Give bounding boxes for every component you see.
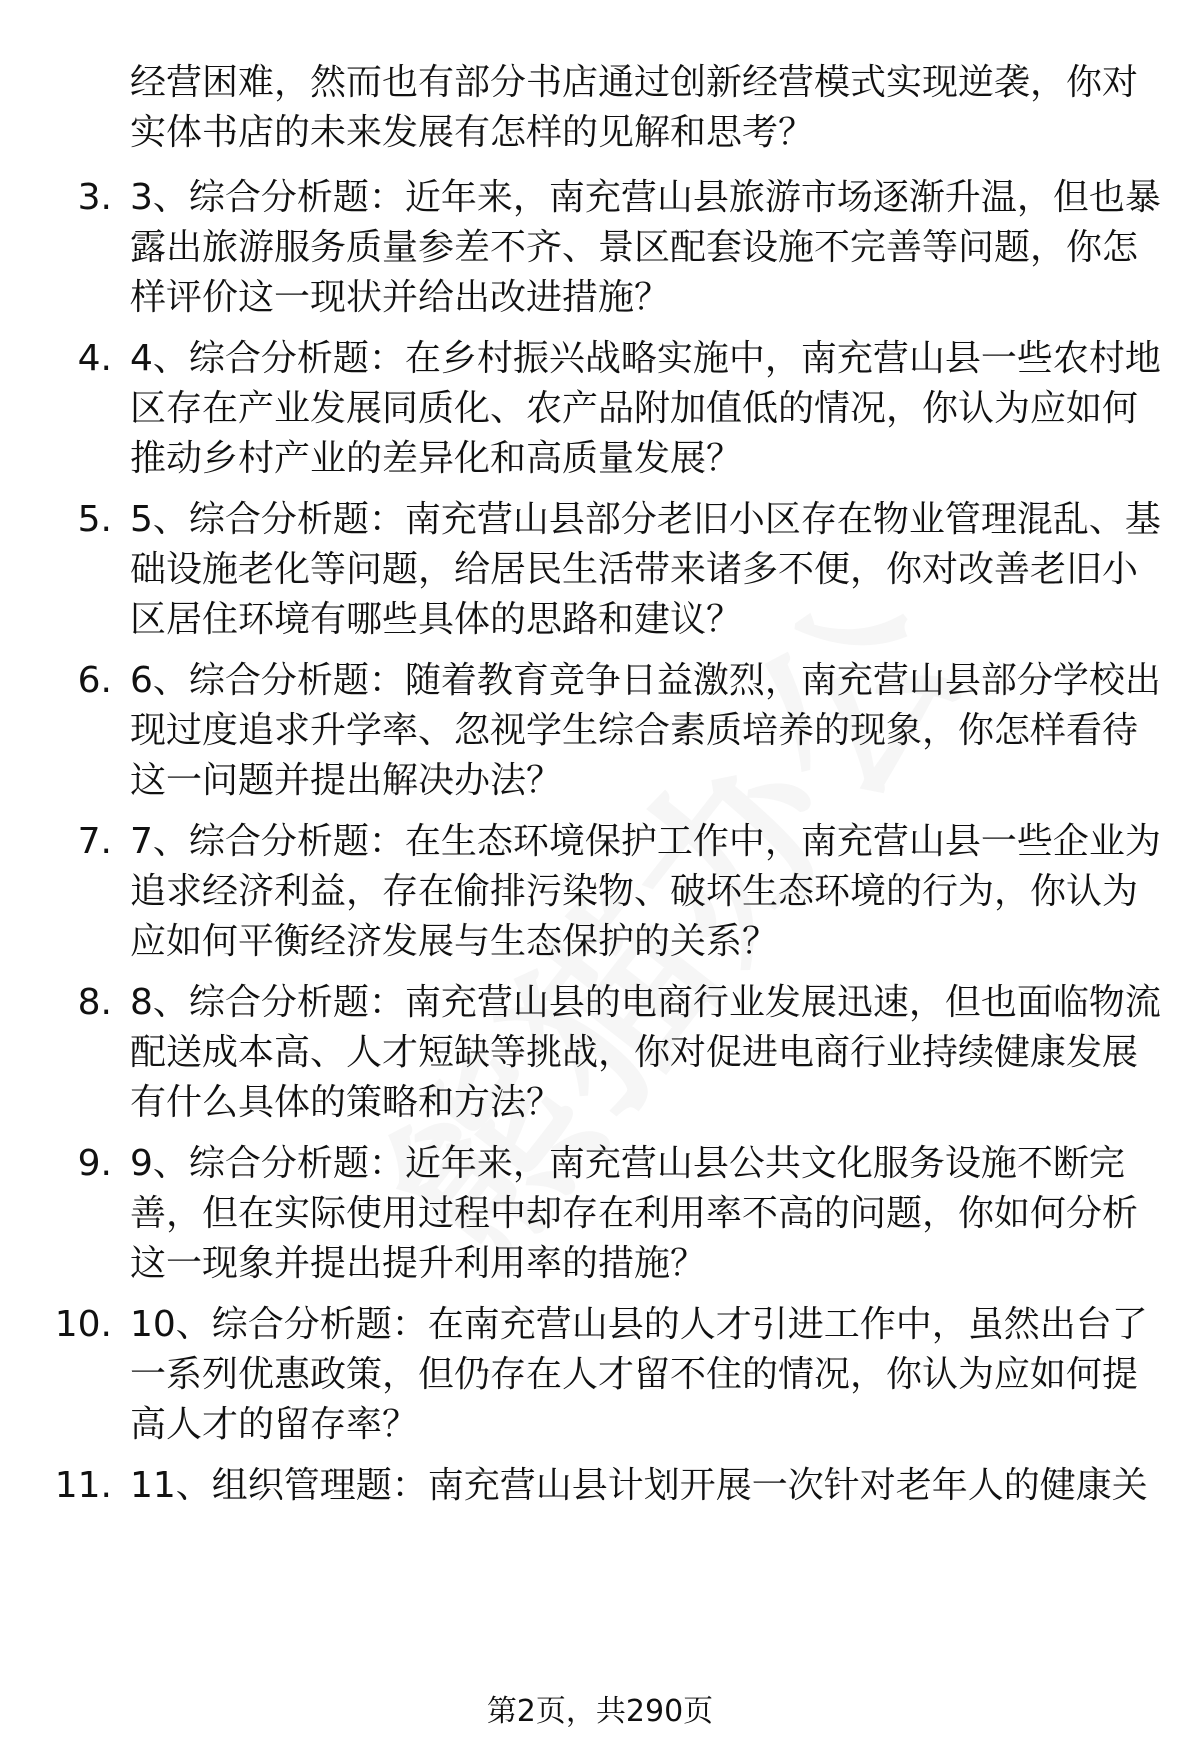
text-line: 10、综合分析题：在南充营山县的人才引进工作中，虽然出台了	[130, 1304, 1148, 1345]
question-2-continuation	[130, 58, 1150, 158]
list-number: 6.	[77, 660, 112, 701]
text-line: 8、综合分析题：南充营山县的电商行业发展迅速，但也面临物流	[130, 982, 1161, 1023]
text-line: 现过度追求升学率、忽视学生综合素质培养的现象，你怎样看待	[130, 710, 1139, 751]
text-line: 6、综合分析题：随着教育竞争日益激烈，南充营山县部分学校出	[130, 660, 1161, 701]
text-line: 7、综合分析题：在生态环境保护工作中，南充营山县一些企业为	[130, 821, 1161, 862]
text-line: 区居住环境有哪些具体的思路和建议？	[130, 599, 743, 640]
list-number: 3.	[77, 177, 112, 218]
text-line: 一系列优惠政策，但仍存在人才留不住的情况，你认为应如何提	[130, 1354, 1139, 1395]
text-line: 这一现象并提出提升利用率的措施？	[130, 1243, 707, 1284]
text-line: 追求经济利益，存在偷排污染物、破坏生态环境的行为，你认为	[130, 871, 1139, 912]
text-line: 11、组织管理题：南充营山县计划开展一次针对老年人的健康关	[130, 1465, 1148, 1506]
text-line: 配送成本高、人才短缺等挑战，你对促进电商行业持续健康发展	[130, 1032, 1139, 1073]
text-line: 这一问题并提出解决办法？	[130, 760, 563, 801]
list-number: 11.	[54, 1465, 112, 1506]
list-number: 9.	[77, 1143, 112, 1184]
text-line: 样评价这一现状并给出改进措施？	[130, 277, 671, 318]
question-text	[130, 173, 1161, 323]
question-text	[130, 334, 1161, 484]
text-line: 实体书店的未来发展有怎样的见解和思考？	[130, 112, 815, 153]
text-line: 础设施老化等问题，给居民生活带来诸多不便，你对改善老旧小	[130, 549, 1139, 590]
question-text	[130, 1139, 1150, 1289]
list-number: 7.	[77, 821, 112, 862]
text-line: 3、综合分析题：近年来，南充营山县旅游市场逐渐升温，但也暴	[130, 177, 1161, 218]
text-line: 经营困难，然而也有部分书店通过创新经营模式实现逆袭，你对	[130, 62, 1139, 103]
page-footer: 第2页，共290页	[486, 1694, 714, 1729]
text-line: 9、综合分析题：近年来，南充营山县公共文化服务设施不断完	[130, 1143, 1125, 1184]
list-number: 5.	[77, 499, 112, 540]
text-line: 有什么具体的策略和方法？	[130, 1082, 563, 1123]
text-line: 4、综合分析题：在乡村振兴战略实施中，南充营山县一些农村地	[130, 338, 1161, 379]
question-text	[130, 495, 1161, 645]
question-text	[130, 1300, 1150, 1450]
text-line: 露出旅游服务质量参差不齐、景区配套设施不完善等问题，你怎	[130, 227, 1139, 268]
text-line: 应如何平衡经济发展与生态保护的关系？	[130, 921, 779, 962]
text-line: 善，但在实际使用过程中却存在利用率不高的问题，你如何分析	[130, 1193, 1139, 1234]
text-line: 推动乡村产业的差异化和高质量发展？	[130, 438, 743, 479]
text-line: 区存在产业发展同质化、农产品附加值低的情况，你认为应如何	[130, 388, 1139, 429]
text-line: 5、综合分析题：南充营山县部分老旧小区存在物业管理混乱、基	[130, 499, 1161, 540]
question-text	[130, 817, 1161, 967]
text-line: 高人才的留存率？	[130, 1404, 419, 1445]
list-number: 4.	[77, 338, 112, 379]
question-text	[130, 978, 1161, 1128]
question-text	[130, 1461, 1150, 1511]
list-number: 8.	[77, 982, 112, 1023]
list-number: 10.	[54, 1304, 112, 1345]
question-text	[130, 656, 1161, 806]
